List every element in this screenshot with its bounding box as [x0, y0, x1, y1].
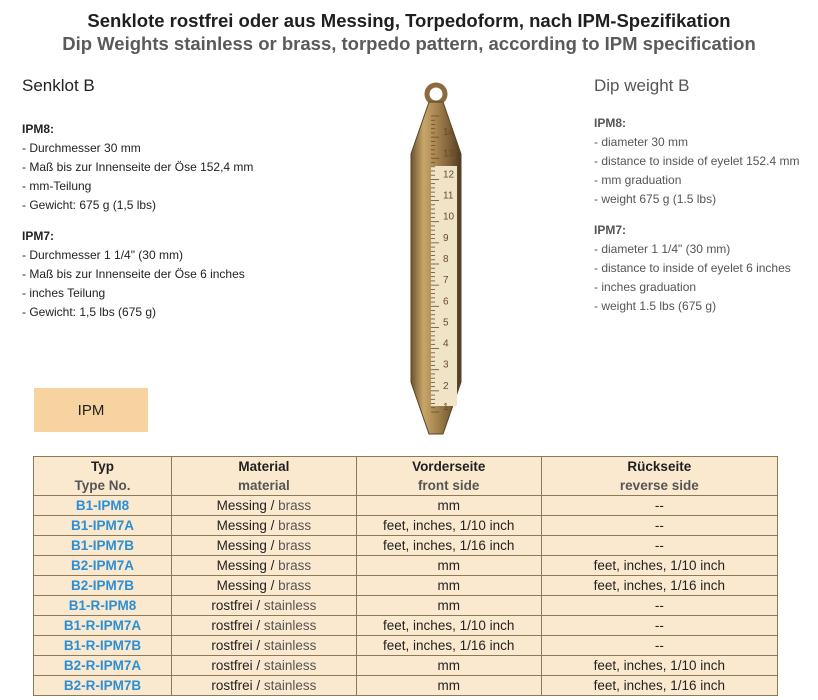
table-row	[34, 516, 778, 536]
scale-number: 13	[443, 148, 455, 160]
table-row	[34, 576, 778, 596]
table-row	[34, 556, 778, 576]
table-row	[34, 676, 778, 696]
header-label-de: Material	[238, 459, 290, 474]
spec-item: - weight 675 g (1.5 lbs)	[594, 192, 717, 206]
material-cell: rostfrei / stainless	[172, 636, 357, 656]
title-german: Senklote rostfrei oder aus Messing, Torpedoform, nach IPM-Spezifikation	[87, 10, 731, 31]
type-link[interactable]: B2-R-IPM7B	[34, 676, 172, 696]
reverse-side-cell: --	[541, 496, 777, 516]
material-de: Messing	[216, 558, 267, 573]
spec-group-ipm7	[594, 221, 799, 316]
scale-number: 2	[443, 380, 449, 392]
material-en: brass	[278, 558, 312, 573]
material-en: brass	[278, 578, 312, 593]
reverse-side-cell: feet, inches, 1/10 inch	[541, 556, 777, 576]
material-de: rostfrei	[211, 638, 253, 653]
material-cell: rostfrei / stainless	[172, 656, 357, 676]
spec-item: - inches graduation	[594, 280, 697, 294]
spec-item: - Gewicht: 675 g (1,5 lbs)	[22, 198, 157, 212]
title-english: Dip Weights stainless or brass, torpedo pattern, according to IPM specification	[62, 33, 756, 54]
material-en: stainless	[263, 678, 317, 693]
header-label-en: front side	[417, 478, 480, 493]
type-link[interactable]: B1-R-IPM7A	[34, 616, 172, 636]
scale-number: 12	[443, 169, 455, 181]
spec-group-ipm7	[22, 227, 253, 322]
type-link[interactable]: B1-IPM7B	[34, 536, 172, 556]
column-header-front-side	[356, 457, 541, 496]
material-cell: Messing / brass	[172, 516, 357, 536]
reverse-side-cell: --	[541, 536, 777, 556]
spec-item: - diameter 30 mm	[594, 135, 689, 149]
scale-number: 3	[443, 359, 449, 371]
spec-heading: IPM8:	[22, 122, 55, 136]
reverse-side-cell: feet, inches, 1/16 inch	[541, 576, 777, 596]
table-row	[34, 656, 778, 676]
material-de: Messing	[216, 518, 267, 533]
front-side-cell: feet, inches, 1/10 inch	[356, 616, 541, 636]
spec-heading: IPM7:	[22, 229, 55, 243]
material-en: stainless	[263, 658, 317, 673]
reverse-side-cell: feet, inches, 1/10 inch	[541, 656, 777, 676]
material-en: stainless	[263, 598, 317, 613]
scale-number: 9	[443, 232, 449, 244]
reverse-side-cell: --	[541, 516, 777, 536]
material-cell: Messing / brass	[172, 576, 357, 596]
material-cell: rostfrei / stainless	[172, 596, 357, 616]
scale-number: 11	[443, 190, 454, 202]
table-row	[34, 496, 778, 516]
material-en: brass	[278, 518, 312, 533]
header-label-de: Typ	[91, 459, 115, 474]
spec-group-ipm8	[594, 114, 799, 209]
front-side-cell: mm	[356, 656, 541, 676]
ipm-label: IPM	[77, 401, 105, 419]
material-de: Messing	[216, 578, 267, 593]
material-en: brass	[278, 538, 312, 553]
spec-item: - mm-Teilung	[22, 179, 92, 193]
front-side-cell: mm	[356, 676, 541, 696]
front-side-cell: feet, inches, 1/16 inch	[356, 536, 541, 556]
scale-number: 5	[443, 317, 449, 329]
scale-number: 6	[443, 296, 449, 308]
type-table	[33, 456, 778, 696]
product-name-german: Senklot B	[22, 76, 95, 95]
dip-weight-image	[405, 82, 465, 438]
material-de: rostfrei	[211, 618, 253, 633]
header-label-en: reverse side	[619, 478, 699, 493]
header-label-en: Type No.	[74, 478, 131, 493]
material-cell: rostfrei / stainless	[172, 616, 357, 636]
spec-item: - distance to inside of eyelet 6 inches	[594, 261, 791, 275]
material-en: brass	[278, 498, 312, 513]
scale-number: 8	[443, 254, 449, 265]
type-link[interactable]: B2-IPM7A	[34, 556, 172, 576]
reverse-side-cell: --	[541, 616, 777, 636]
type-link[interactable]: B2-IPM7B	[34, 576, 172, 596]
material-cell: Messing / brass	[172, 496, 357, 516]
spec-list-german	[22, 120, 253, 322]
spec-item: - Gewicht: 1,5 lbs (675 g)	[22, 305, 157, 319]
header-label-en: material	[238, 478, 290, 493]
table-row	[34, 616, 778, 636]
table-row	[34, 636, 778, 656]
material-de: rostfrei	[211, 658, 253, 673]
header-label-de: Vorderseite	[412, 459, 486, 474]
spec-heading: IPM7:	[594, 223, 627, 237]
front-side-cell: feet, inches, 1/16 inch	[356, 636, 541, 656]
reverse-side-cell: --	[541, 596, 777, 616]
spec-heading: IPM8:	[594, 116, 627, 130]
spec-item: - inches Teilung	[22, 286, 106, 300]
table-row	[34, 596, 778, 616]
spec-item: - mm graduation	[594, 173, 682, 187]
type-link[interactable]: B1-R-IPM7B	[34, 636, 172, 656]
type-link[interactable]: B1-R-IPM8	[34, 596, 172, 616]
material-cell: Messing / brass	[172, 536, 357, 556]
table-row	[34, 536, 778, 556]
scale-number: 4	[443, 338, 449, 350]
material-cell: rostfrei / stainless	[172, 676, 357, 696]
spec-item: - weight 1.5 lbs (675 g)	[594, 299, 717, 313]
reverse-side-cell: --	[541, 636, 777, 656]
column-header-reverse-side	[541, 457, 777, 496]
material-de: rostfrei	[211, 678, 253, 693]
type-link[interactable]: B2-R-IPM7A	[34, 656, 172, 676]
material-de: Messing	[216, 538, 267, 553]
material-cell: Messing / brass	[172, 556, 357, 576]
header-label-de: Rückseite	[627, 459, 692, 474]
table-header-row	[34, 457, 778, 496]
reverse-side-cell: feet, inches, 1/16 inch	[541, 676, 777, 696]
front-side-cell: mm	[356, 496, 541, 516]
type-link[interactable]: B1-IPM8	[34, 496, 172, 516]
material-de: Messing	[216, 498, 267, 513]
spec-item: - Durchmesser 30 mm	[22, 141, 141, 155]
eyelet	[427, 85, 445, 103]
material-en: stainless	[263, 638, 317, 653]
ipm-label-box[interactable]	[34, 388, 148, 432]
product-name-english: Dip weight B	[594, 76, 690, 95]
type-link[interactable]: B1-IPM7A	[34, 516, 172, 536]
spec-item: - Maß bis zur Innenseite der Öse 152,4 mm	[22, 160, 254, 174]
spec-item: - Durchmesser 1 1/4" (30 mm)	[22, 248, 183, 262]
scale-number: 7	[443, 275, 449, 287]
front-side-cell: feet, inches, 1/10 inch	[356, 516, 541, 536]
material-en: stainless	[263, 618, 317, 633]
spec-item: - Maß bis zur Innenseite der Öse 6 inches	[22, 267, 245, 281]
spec-item: - diameter 1 1/4" (30 mm)	[594, 242, 731, 256]
spec-list-english	[594, 114, 799, 316]
spec-group-ipm8	[22, 120, 253, 215]
column-header-material	[172, 457, 357, 496]
scale-number: 1	[443, 402, 449, 413]
front-side-cell: mm	[356, 596, 541, 616]
material-de: rostfrei	[211, 598, 253, 613]
scale-number: 10	[443, 211, 455, 223]
scale-number: 14	[443, 127, 455, 139]
front-side-cell: mm	[356, 576, 541, 596]
column-header-type	[34, 457, 172, 496]
spec-item: - distance to inside of eyelet 152.4 mm	[594, 154, 800, 168]
front-side-cell: mm	[356, 556, 541, 576]
